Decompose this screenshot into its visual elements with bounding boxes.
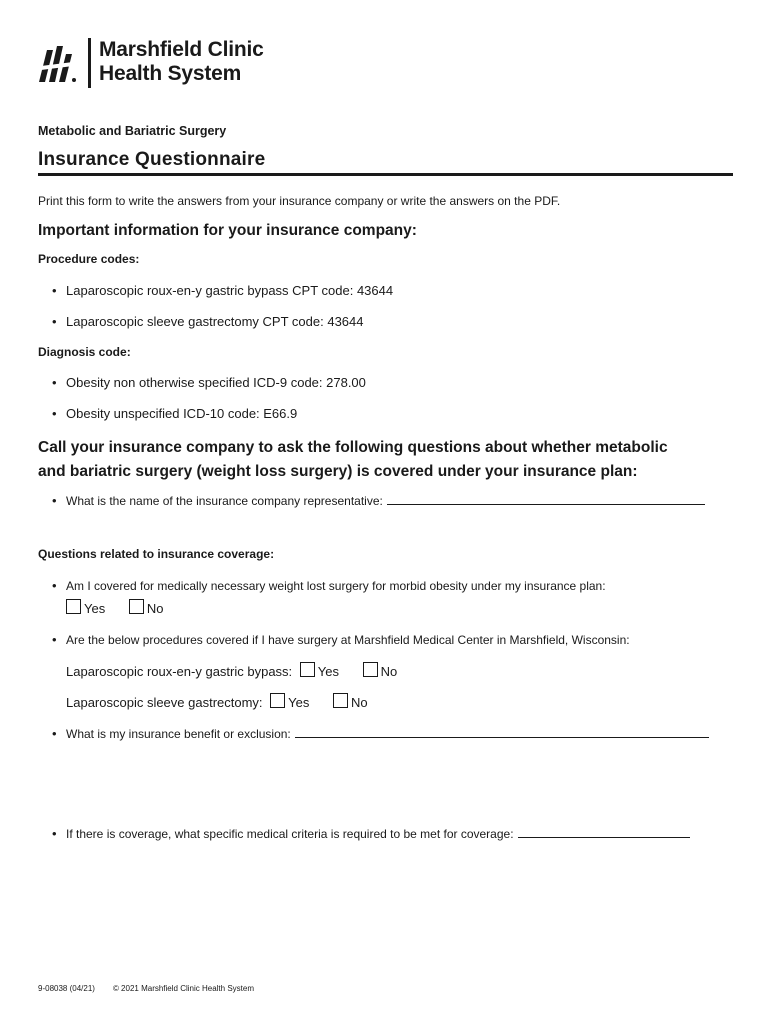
checkbox[interactable] bbox=[300, 662, 315, 677]
list-item bbox=[52, 283, 393, 298]
procedure-codes-label: Procedure codes: bbox=[38, 252, 140, 266]
important-heading: Important information for your insurance company: bbox=[38, 222, 417, 239]
diagnosis-code-label: Diagnosis code: bbox=[38, 345, 131, 359]
no-label: No bbox=[351, 695, 368, 710]
criteria-answer-field[interactable] bbox=[518, 825, 690, 838]
bypass-no-option[interactable] bbox=[363, 662, 398, 679]
coverage-no-option[interactable] bbox=[129, 599, 164, 616]
coverage-question: Am I covered for medically necessary weight lost surgery for morbid obesity under my insurance plan: bbox=[66, 579, 606, 593]
marshfield-logo-icon bbox=[37, 44, 77, 84]
bypass-label: Laparoscopic roux-en-y gastric bypass: bbox=[66, 664, 293, 679]
criteria-question: If there is coverage, what specific medical criteria is required to be met for coverage: bbox=[66, 827, 514, 841]
list-item bbox=[52, 314, 363, 329]
bullet-icon: • bbox=[52, 283, 57, 298]
form-id: 9-08038 (04/21) bbox=[38, 984, 95, 993]
bullet-icon: • bbox=[52, 726, 57, 741]
bullet-icon: • bbox=[52, 826, 57, 841]
yes-label: Yes bbox=[84, 601, 106, 616]
intro-text: Print this form to write the answers from your insurance company or write the answers on the PDF. bbox=[38, 194, 561, 208]
coverage-yes-option[interactable] bbox=[66, 599, 105, 616]
checkbox[interactable] bbox=[363, 662, 378, 677]
bullet-icon: • bbox=[52, 632, 57, 647]
logo-divider bbox=[88, 38, 91, 88]
logo-line-2: Health System bbox=[99, 62, 242, 85]
bullet-icon: • bbox=[52, 493, 57, 508]
copyright: © 2021 Marshfield Clinic Health System bbox=[112, 984, 254, 993]
list-item bbox=[52, 406, 297, 421]
diagnosis-code-text: Obesity unspecified ICD-10 code: E66.9 bbox=[66, 406, 298, 421]
sleeve-label: Laparoscopic sleeve gastrectomy: bbox=[66, 695, 263, 710]
bullet-icon: • bbox=[52, 406, 57, 421]
no-label: No bbox=[146, 601, 164, 616]
bullet-icon: • bbox=[52, 375, 57, 390]
checkbox[interactable] bbox=[66, 599, 81, 614]
yes-label: Yes bbox=[317, 664, 340, 679]
checkbox[interactable] bbox=[333, 693, 348, 708]
diagnosis-code-text: Obesity non otherwise specified ICD-9 code: 278.00 bbox=[66, 375, 366, 390]
no-label: No bbox=[380, 664, 398, 679]
call-heading-line-2: and bariatric surgery (weight loss surgery) is covered under your insurance plan: bbox=[38, 463, 638, 480]
benefit-question: What is my insurance benefit or exclusion: bbox=[66, 727, 291, 741]
title-divider bbox=[38, 173, 733, 176]
bullet-icon: • bbox=[52, 314, 57, 329]
page-title: Insurance Questionnaire bbox=[38, 149, 266, 170]
sleeve-options bbox=[66, 693, 388, 710]
list-item bbox=[52, 725, 709, 741]
representative-answer-field[interactable] bbox=[387, 492, 705, 505]
bypass-options bbox=[66, 662, 417, 679]
benefit-answer-field[interactable] bbox=[295, 725, 709, 738]
representative-question: What is the name of the insurance company representative: bbox=[66, 494, 383, 508]
page-subtitle: Metabolic and Bariatric Surgery bbox=[38, 124, 227, 138]
sleeve-yes-option[interactable] bbox=[270, 693, 309, 710]
procedures-question: Are the below procedures covered if I have surgery at Marshfield Medical Center in Marshfield, Wisconsin: bbox=[66, 633, 630, 647]
bypass-yes-option[interactable] bbox=[300, 662, 339, 679]
procedure-code-text: Laparoscopic sleeve gastrectomy CPT code: 43644 bbox=[66, 314, 364, 329]
procedure-code-text: Laparoscopic roux-en-y gastric bypass CPT code: 43644 bbox=[66, 283, 394, 298]
list-item bbox=[52, 492, 705, 508]
coverage-label: Questions related to insurance coverage: bbox=[38, 547, 275, 561]
yes-label: Yes bbox=[288, 695, 310, 710]
list-item bbox=[52, 375, 366, 390]
bullet-icon: • bbox=[52, 578, 57, 593]
list-item bbox=[52, 578, 606, 593]
checkbox[interactable] bbox=[270, 693, 285, 708]
sleeve-no-option[interactable] bbox=[333, 693, 368, 710]
footer bbox=[38, 984, 272, 993]
logo-wordmark bbox=[99, 38, 264, 86]
call-heading bbox=[38, 436, 738, 484]
coverage-options bbox=[66, 599, 183, 616]
list-item bbox=[52, 632, 630, 647]
call-heading-line-1: Call your insurance company to ask the following questions about whether metabolic bbox=[38, 439, 668, 456]
checkbox[interactable] bbox=[129, 599, 144, 614]
list-item bbox=[52, 825, 690, 841]
logo-line-1: Marshfield Clinic bbox=[99, 38, 264, 61]
